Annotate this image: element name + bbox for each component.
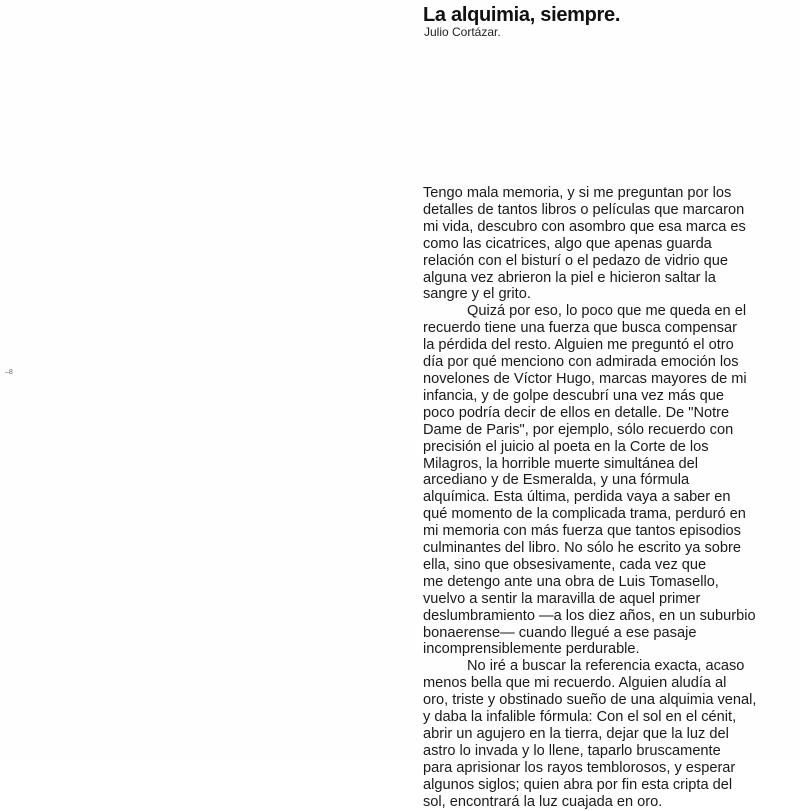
text-line: y daba la infalible fórmula: Con el sol en el cénit, bbox=[423, 709, 737, 726]
text-line: recuerdo tiene una fuerza que busca compensar bbox=[423, 320, 737, 337]
paragraph-2 bbox=[423, 303, 778, 658]
text-line: mi memoria con más fuerza que tantos episodios bbox=[423, 523, 741, 540]
text-line: No iré a buscar la referencia exacta, acaso bbox=[467, 658, 745, 675]
text-line: día por qué menciono con admirada emoción los bbox=[423, 354, 739, 371]
text-line: astro lo invada y lo llene, taparlo bruscamente bbox=[423, 742, 721, 759]
text-line: novelones de Víctor Hugo, marcas mayores de mi bbox=[423, 370, 747, 387]
text-line: arcediano y de Esmeralda, y una fórmula bbox=[423, 472, 690, 489]
text-line: precisión el juicio al poeta en la Corte de los bbox=[423, 438, 709, 455]
text-line: sol, encontrará la luz cuajada en oro. bbox=[423, 793, 663, 810]
text-line: detalles de tantos libros o películas que marcaron bbox=[423, 201, 745, 218]
text-line: mi vida, descubro con asombro que esa marca es bbox=[423, 218, 746, 235]
text-line: Tengo mala memoria, y si me preguntan por los bbox=[423, 185, 732, 201]
text-line: para aprisionar los rayos temblorosos, y esperar bbox=[423, 759, 736, 776]
paragraph-3 bbox=[423, 658, 778, 810]
text-line: algunos siglos; quien abra por fin esta cripta del bbox=[423, 776, 733, 793]
text-line: bonaerense— cuando llegué a ese pasaje bbox=[423, 624, 697, 641]
body-text bbox=[423, 185, 778, 811]
text-line: Quizá por eso, lo poco que me queda en el bbox=[467, 303, 747, 320]
text-line: como las cicatrices, algo que apenas guarda bbox=[423, 235, 712, 252]
text-line: vuelvo a sentir la maravilla de aquel primer bbox=[423, 590, 701, 607]
author-byline: Julio Cortázar. bbox=[424, 25, 501, 39]
text-line: Milagros, la horrible muerte simultánea del bbox=[423, 455, 698, 472]
text-line: Dame de Paris", por ejemplo, sólo recuerdo con bbox=[423, 421, 734, 438]
text-line: qué momento de la complicada trama, perduró en bbox=[423, 506, 746, 523]
text-line: poco podría decir de ellos en detalle. De "Notre bbox=[423, 404, 730, 421]
margin-mark: –8 bbox=[5, 369, 13, 376]
text-line: ella, sino que obsesivamente, cada vez que bbox=[423, 556, 707, 573]
text-line: culminantes del libro. No sólo he escrito ya sobre bbox=[423, 540, 741, 557]
text-line: incomprensiblemente perdurable. bbox=[423, 641, 640, 658]
text-line: infancia, y de golpe descubrí una vez más que bbox=[423, 387, 724, 404]
text-line: alquímica. Esta última, perdida vaya a saber en bbox=[423, 489, 731, 506]
text-line: me detengo ante una obra de Luis Tomasello, bbox=[423, 573, 719, 590]
text-line: deslumbramiento —a los diez años, en un suburbio bbox=[423, 607, 756, 624]
text-line: oro, triste y obstinado sueño de una alquimia venal, bbox=[423, 692, 757, 709]
page-title: La alquimia, siempre. bbox=[423, 4, 621, 26]
text-line: la pérdida del resto. Alguien me preguntó el otro bbox=[423, 337, 734, 354]
text-line: relación con el bisturí o el pedazo de vidrio que bbox=[423, 252, 729, 269]
text-line: abrir un agujero en la tierra, dejar que la luz del bbox=[423, 726, 729, 742]
text-line: menos bella que mi recuerdo. Alguien aludía al bbox=[423, 675, 727, 692]
text-line: alguna vez abrieron la piel e hicieron saltar la bbox=[423, 269, 716, 286]
paragraph-1 bbox=[423, 185, 778, 303]
text-line: sangre y el grito. bbox=[423, 286, 531, 303]
